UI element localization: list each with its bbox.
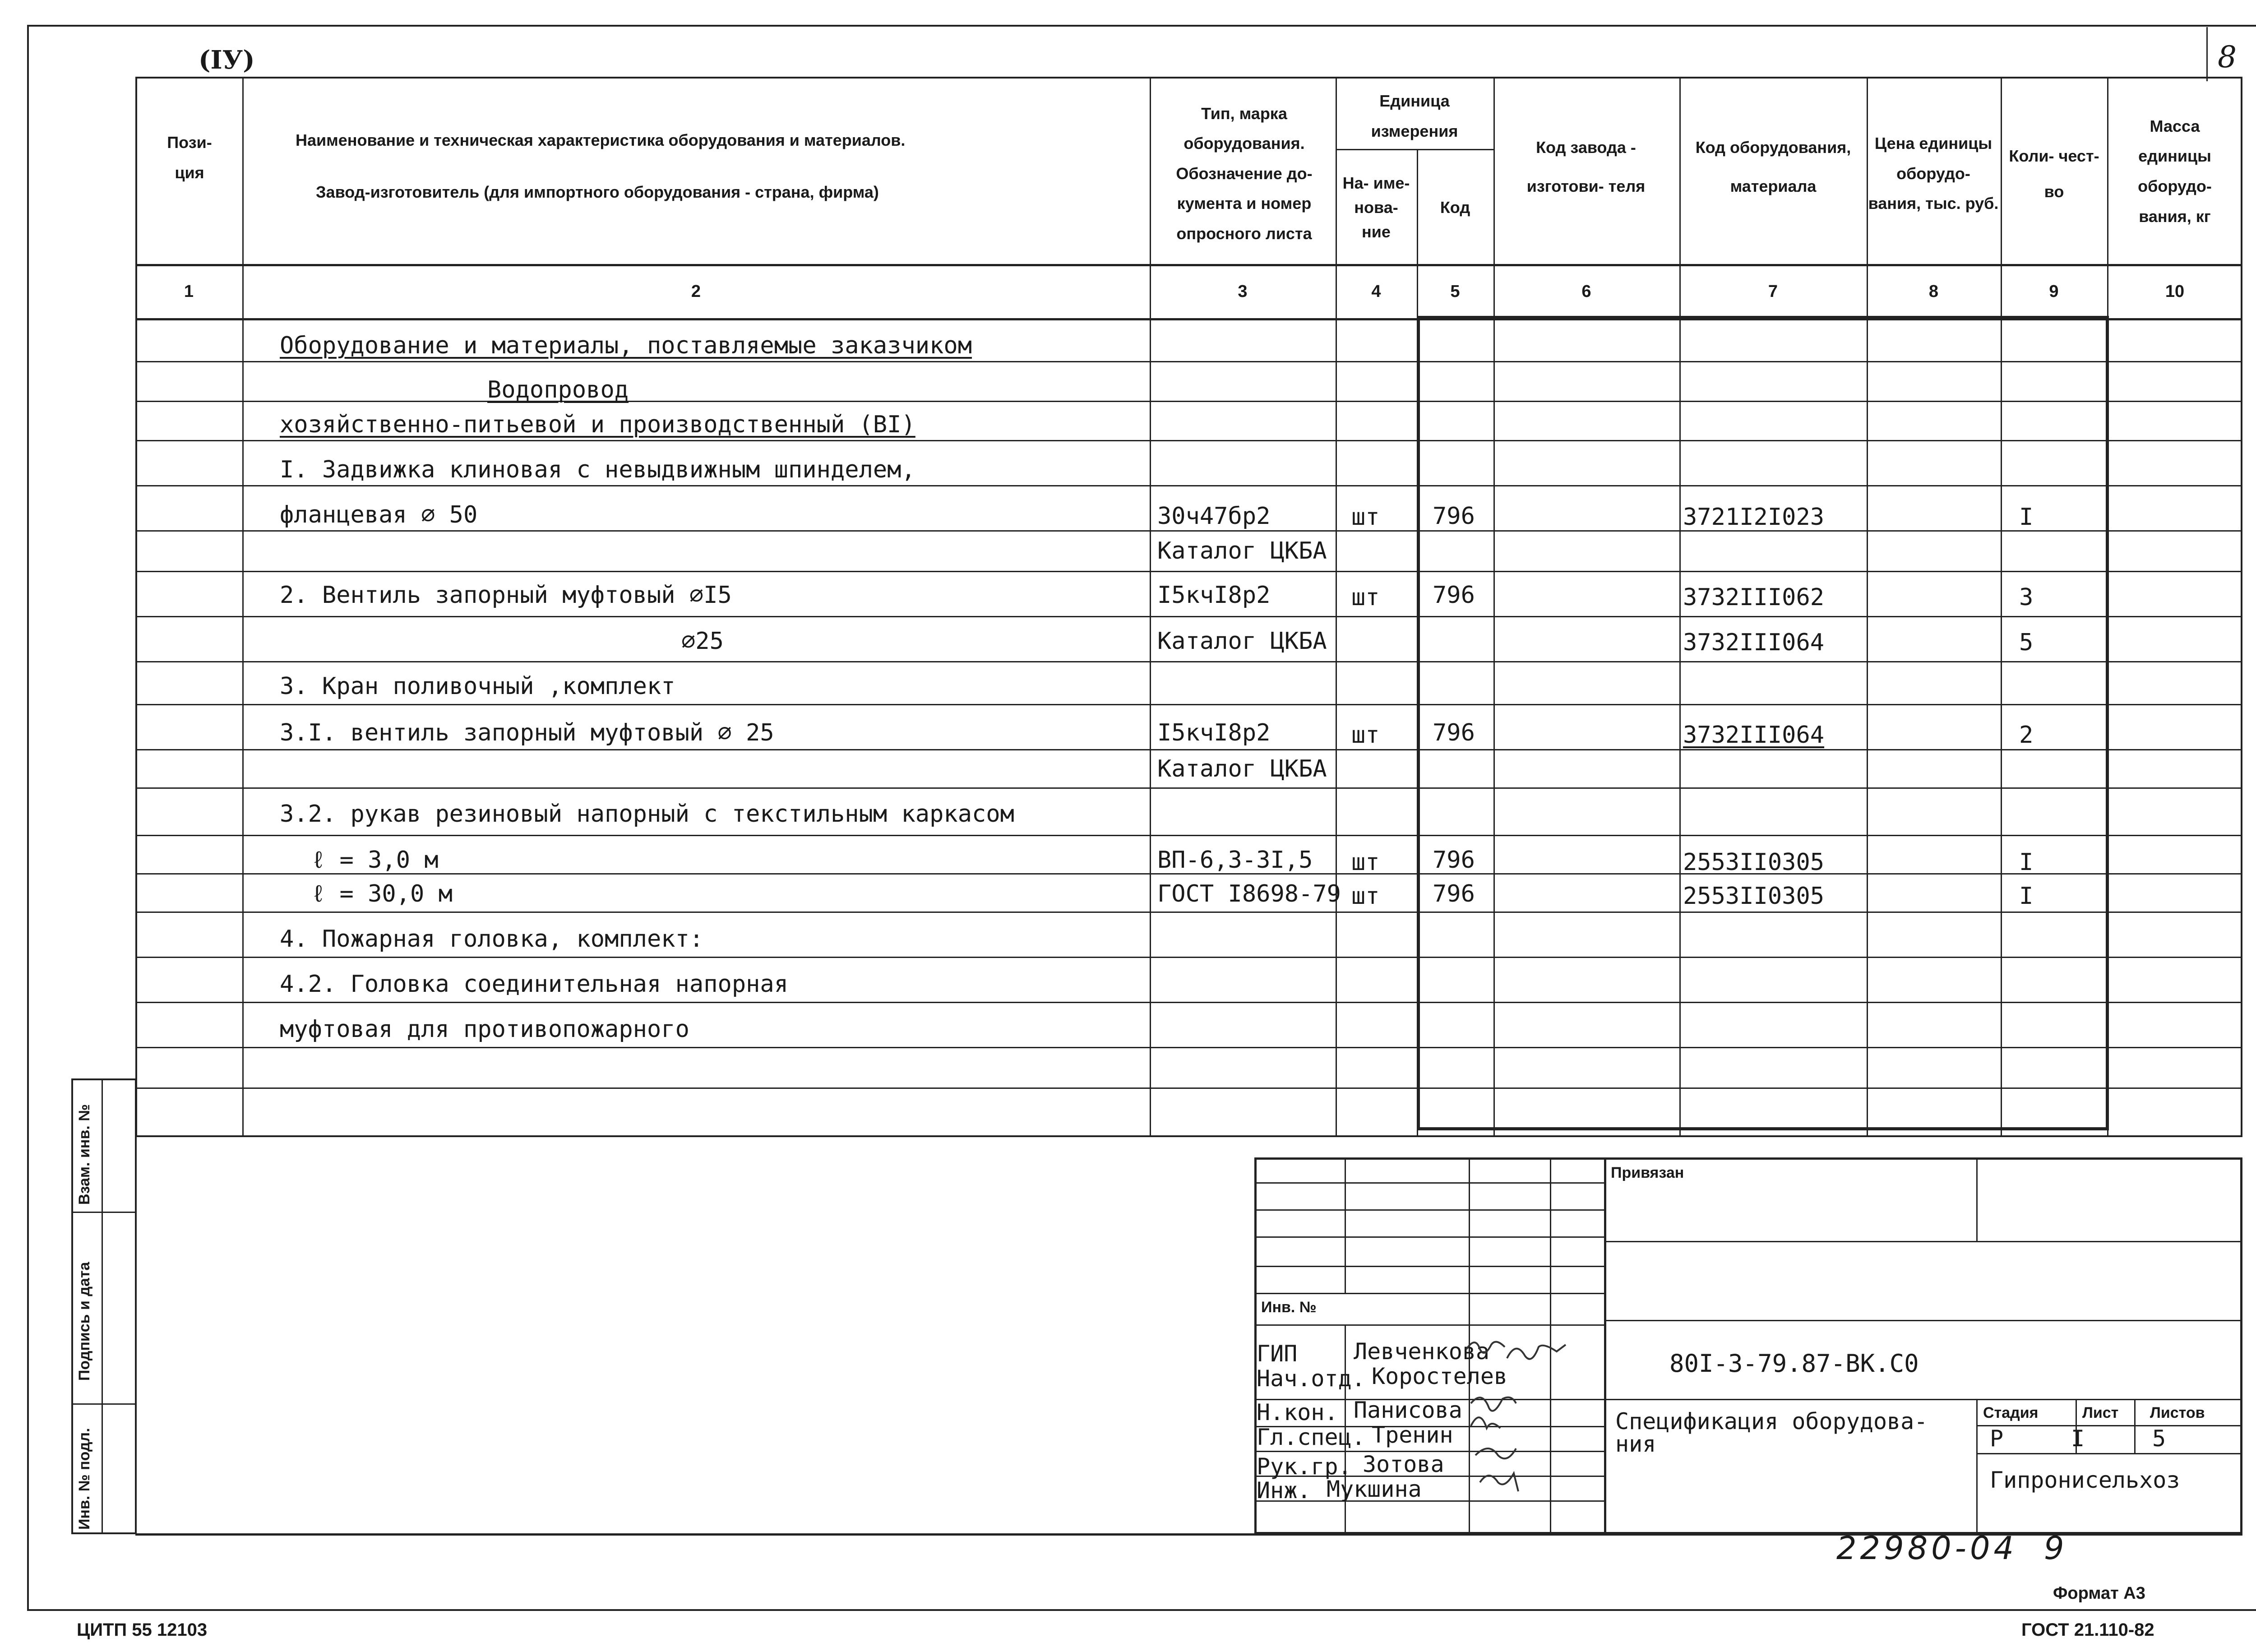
table-row-line (135, 704, 2242, 705)
document-code: 80I-3-79.87-ВК.С0 (1669, 1349, 1919, 1378)
table-row-name: Водопровод (487, 376, 629, 403)
handwritten-number: 22980-04 (1836, 1530, 2018, 1567)
signature-marks (1462, 1336, 1606, 1516)
page-corner-number: 8 (2218, 40, 2237, 74)
table-row-name: 3.2. рукав резиновый напорный с текстильным каркасом (280, 801, 1014, 828)
col-number-3: 3 (1238, 282, 1248, 301)
title-block-line (1976, 1453, 2242, 1454)
col-number-6: 6 (1581, 282, 1591, 301)
colnum-bottom-line (135, 318, 2242, 320)
unit-header-divider (1336, 149, 1493, 150)
table-row-line (135, 957, 2242, 958)
stamp-role: Гл.спец. (1257, 1424, 1365, 1450)
stamp-person: Панисова (1354, 1397, 1462, 1423)
col-number-4: 4 (1371, 282, 1381, 301)
header-price: Цена единицы оборудо- вания, тыс. руб. (1868, 134, 1999, 213)
table-row-line (135, 912, 2242, 913)
document-title-line2: ния (1615, 1431, 1656, 1457)
header-quantity: Коли- чест- во (2009, 146, 2099, 201)
table-row-name: 2. Вентиль запорный муфтовый ∅I5 (280, 582, 732, 609)
table-row-name: хозяйственно-питьевой и производственный (BI) (280, 411, 915, 438)
table-row-code: 796 (1433, 880, 1475, 907)
table-row-unit: шт (1351, 722, 1380, 749)
header-name-line2: Завод-изготовитель (для импортного оборудования - страна, фирма) (316, 183, 879, 201)
corner-label: (IУ) (199, 45, 255, 75)
title-block-divider (1976, 1399, 1978, 1534)
table-row-line (135, 1002, 2242, 1003)
table-row-matcode: 2553II0305 (1683, 883, 1825, 910)
table-row-unit: шт (1351, 584, 1380, 611)
side-label-inv-podl: Инв. № подл. (76, 1428, 93, 1530)
header-unit-name: На- име- нова- ние (1342, 174, 1410, 241)
table-row-name: ℓ = 3,0 м (311, 847, 439, 874)
document-title-line1: Спецификация оборудова- (1615, 1408, 1928, 1435)
table-row-qty: 2 (2019, 722, 2034, 749)
stamp-person: Левченкова (1354, 1338, 1490, 1365)
sheets-value: 5 (2152, 1425, 2166, 1452)
title-block-line (1254, 1324, 1604, 1326)
stamp-person: Коростелев (1372, 1363, 1508, 1389)
table-row-line (135, 616, 2242, 617)
stage-value: Р (1990, 1425, 2004, 1452)
stage-label: Стадия (1983, 1404, 2039, 1421)
header-unit-code: Код (1440, 198, 1470, 217)
body-left-line (135, 1128, 137, 1534)
title-block-line (1254, 1236, 1604, 1238)
table-row-name: 4. Пожарная головка, комплект: (280, 925, 704, 953)
title-block-line (1254, 1182, 1604, 1184)
table-row-name: I. Задвижка клиновая с невыдвижным шпинделем, (280, 456, 915, 483)
title-block-line (1604, 1241, 2242, 1242)
title-block-line (1976, 1425, 2242, 1426)
format-label: Формат А3 (2053, 1584, 2145, 1603)
table-row-matcode: 3732III064 (1683, 629, 1825, 656)
table-row-unit: шт (1351, 849, 1380, 876)
stamp-role: Н.кон. (1257, 1399, 1338, 1425)
header-factory-code: Код завода - изготови- теля (1526, 138, 1646, 195)
stamp-role: Инж. (1257, 1477, 1311, 1504)
bottom-right-gost: ГОСТ 21.110-82 (2021, 1620, 2154, 1640)
table-row-qty: I (2019, 883, 2034, 910)
header-unit: Единица измерения (1371, 91, 1458, 140)
table-row-line (135, 787, 2242, 789)
header-name-line1: Наименование и техническая характеристика оборудования и материалов. (296, 131, 906, 149)
table-row-name: 3. Кран поливочный ,комплект (280, 673, 675, 700)
table-row-qty: 3 (2019, 584, 2034, 611)
table-row-line (135, 530, 2242, 532)
table-row-name: Оборудование и материалы, поставляемые заказчиком (280, 332, 972, 359)
table-row-type: I5кчI8р2 (1157, 719, 1271, 746)
table-row-type: ГОСТ I8698-79 (1157, 880, 1341, 907)
table-row-type: ВП-6,3-3I,5 (1157, 847, 1313, 874)
side-strip-line (71, 1403, 137, 1405)
col-number-9: 9 (2049, 282, 2059, 301)
title-block-line (1254, 1209, 1604, 1211)
corner-divider (2206, 27, 2208, 81)
col-number-7: 7 (1768, 282, 1778, 301)
side-label-vzam: Взам. инв. № (76, 1104, 93, 1205)
sheet-label: Лист (2082, 1404, 2119, 1421)
table-row-name: фланцевая ∅ 50 (280, 501, 478, 528)
header-mass: Масса единицы оборудо- вания, кг (2138, 116, 2212, 226)
table-row-matcode: 2553II0305 (1683, 849, 1825, 876)
table-row-line (135, 440, 2242, 441)
table-row-unit: шт (1351, 883, 1380, 910)
table-row-type: I5кчI8р2 (1157, 582, 1271, 609)
table-row-name: муфтовая для противопожарного (280, 1016, 689, 1043)
table-row-type: Каталог ЦКБА (1157, 628, 1327, 655)
title-block-line (1604, 1320, 2242, 1321)
handwritten-page: 9 (2044, 1530, 2064, 1567)
side-label-podpis: Подпись и дата (76, 1262, 93, 1381)
table-row-name: 4.2. Головка соединительная напорная (280, 971, 789, 998)
inv-no-label: Инв. № (1261, 1299, 1317, 1316)
table-row-type: 30ч47бр2 (1157, 503, 1271, 530)
table-row-matcode: 3732III062 (1683, 584, 1825, 611)
table-row-line (135, 361, 2242, 362)
title-block-line (1254, 1293, 1604, 1294)
col-divider (1336, 77, 1337, 1137)
table-row-line (135, 571, 2242, 572)
table-row-type: Каталог ЦКБА (1157, 755, 1327, 782)
col-divider (242, 77, 244, 1137)
stamp-role: Рук.гр. (1257, 1453, 1352, 1480)
stamp-person: Тренин (1372, 1422, 1453, 1448)
col-number-2: 2 (691, 282, 701, 301)
table-row-line (135, 661, 2242, 662)
table-row-code: 796 (1433, 847, 1475, 874)
side-strip-line (71, 1212, 137, 1213)
organization-name: Гипронисельхоз (1990, 1467, 2180, 1493)
table-row-matcode: 3732III064 (1683, 722, 1825, 749)
table-row-type: Каталог ЦКБА (1157, 537, 1327, 565)
title-block-divider (1976, 1157, 1978, 1241)
title-block-line (1254, 1266, 1604, 1267)
table-row-line (135, 485, 2242, 486)
table-row-line (135, 1087, 2242, 1089)
table-row-line (135, 401, 2242, 402)
col-number-5: 5 (1450, 282, 1460, 301)
table-row-code: 796 (1433, 719, 1475, 746)
sheet-value: I (2071, 1425, 2085, 1452)
stamp-role: ГИП (1257, 1341, 1298, 1367)
bottom-left-code: ЦИТП 55 12103 (77, 1620, 208, 1640)
title-block-divider (1345, 1157, 1346, 1293)
sheets-label: Листов (2150, 1404, 2205, 1421)
header-position: Пози- ция (167, 133, 212, 182)
stamp-role: Нач.отд. (1257, 1365, 1365, 1392)
table-row-code: 796 (1433, 503, 1475, 530)
table-row-unit: шт (1351, 504, 1380, 531)
stamp-person: Зотова (1363, 1451, 1444, 1477)
header-bottom-line (135, 264, 2242, 266)
col-number-8: 8 (1928, 282, 1939, 301)
table-row-line (135, 749, 2242, 750)
table-row-qty: 5 (2019, 629, 2034, 656)
table-row-line (135, 835, 2242, 836)
col-number-1: 1 (184, 282, 194, 301)
col-divider (1150, 77, 1151, 1137)
header-material-code: Код оборудования, материала (1695, 138, 1851, 195)
col-number-10: 10 (2165, 282, 2185, 301)
table-row-line (135, 1047, 2242, 1048)
table-row-matcode: 3721I2I023 (1683, 504, 1825, 531)
table-row-name: 3.I. вентиль запорный муфтовый ∅ 25 (280, 719, 774, 746)
stamp-person: Мукшина (1327, 1476, 1422, 1502)
table-row-name: ℓ = 30,0 м (311, 880, 453, 907)
privyazan-label: Привязан (1611, 1164, 1684, 1181)
table-row-qty: I (2019, 849, 2034, 876)
table-row-name: ∅25 (681, 628, 724, 655)
table-row-qty: I (2019, 504, 2034, 531)
header-type: Тип, марка оборудования. Обозначение до- кумента и номер опросного листа (1176, 104, 1313, 243)
table-row-code: 796 (1433, 582, 1475, 609)
side-strip-divider (102, 1078, 103, 1534)
